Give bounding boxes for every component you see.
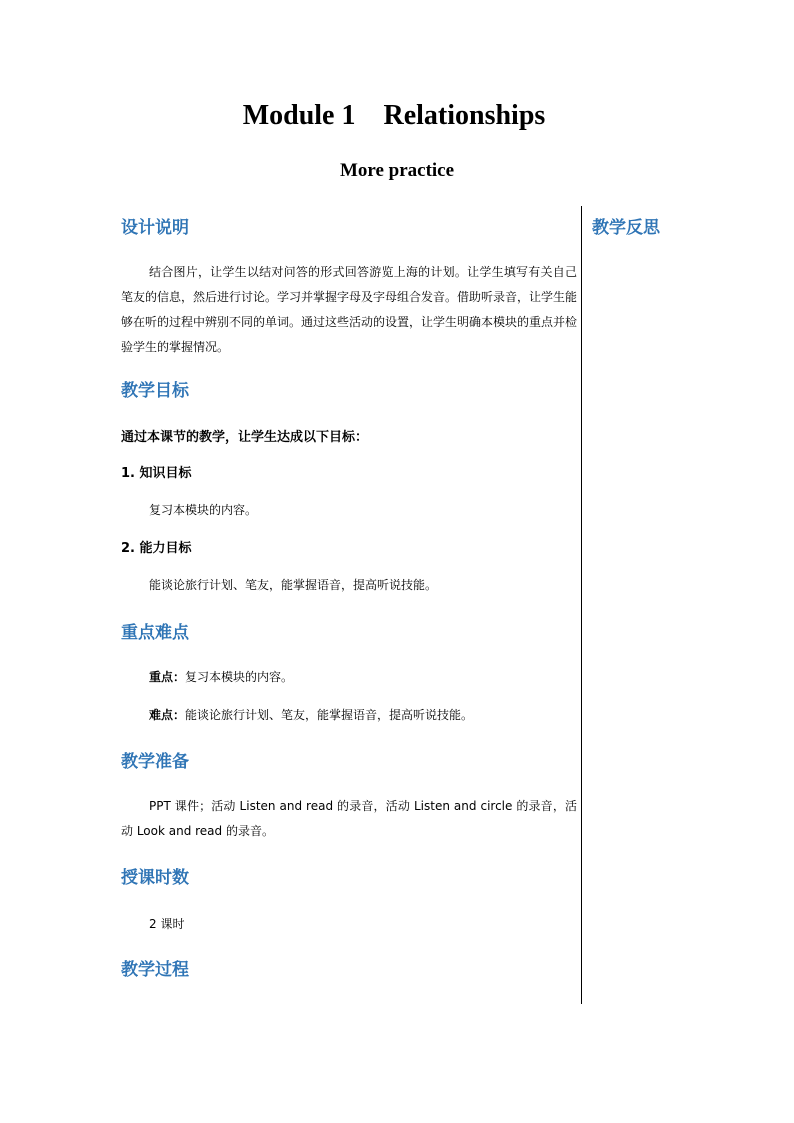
difficult-point-text: 能谈论旅行计划、笔友，能掌握语音，提高听说技能。 bbox=[185, 708, 474, 722]
page-title: Module 1 Relationships bbox=[242, 100, 546, 131]
preparation-paragraph: PPT 课件；活动 Listen and read 的录音，活动 Listen and circle 的录音，活动 Look and read 的录音。 bbox=[121, 799, 577, 838]
key-point-text: 复习本模块的内容。 bbox=[185, 670, 294, 684]
page-subtitle: More practice bbox=[339, 160, 455, 181]
ability-objective-text: 能谈论旅行计划、笔友，能掌握语音，提高听说技能。 bbox=[149, 578, 438, 592]
difficult-point-label: 难点： bbox=[149, 708, 186, 722]
knowledge-objective-text: 复习本模块的内容。 bbox=[149, 503, 258, 517]
preparation-heading: 教学准备 bbox=[121, 752, 189, 772]
reflection-heading: 教学反思 bbox=[592, 218, 660, 238]
key-point-label: 重点： bbox=[149, 670, 186, 684]
column-divider bbox=[581, 206, 582, 1004]
design-heading: 设计说明 bbox=[121, 218, 189, 238]
knowledge-objective-label: 1. 知识目标 bbox=[121, 466, 192, 481]
objectives-intro: 通过本课节的教学，让学生达成以下目标： bbox=[121, 430, 369, 445]
difficult-point-line bbox=[149, 705, 473, 725]
hours-text: 2 课时 bbox=[149, 917, 185, 931]
design-paragraph: 结合图片，让学生以结对问答的形式回答游览上海的计划。让学生填写有关自己笔友的信息，然后进行讨论。学习并掌握字母及字母组合发音。借助听录音，让学生能够在听的过程中辨别不同的单词。通过这些活动的设置，让学生明确本模块的重点并检验学生的掌握情况。 bbox=[121, 265, 578, 354]
key-point-line bbox=[149, 667, 293, 687]
ability-objective-label: 2. 能力目标 bbox=[121, 541, 192, 556]
hours-heading: 授课时数 bbox=[121, 868, 189, 888]
process-heading: 教学过程 bbox=[121, 960, 189, 980]
objectives-heading: 教学目标 bbox=[121, 381, 189, 401]
keypoints-heading: 重点难点 bbox=[121, 623, 189, 643]
